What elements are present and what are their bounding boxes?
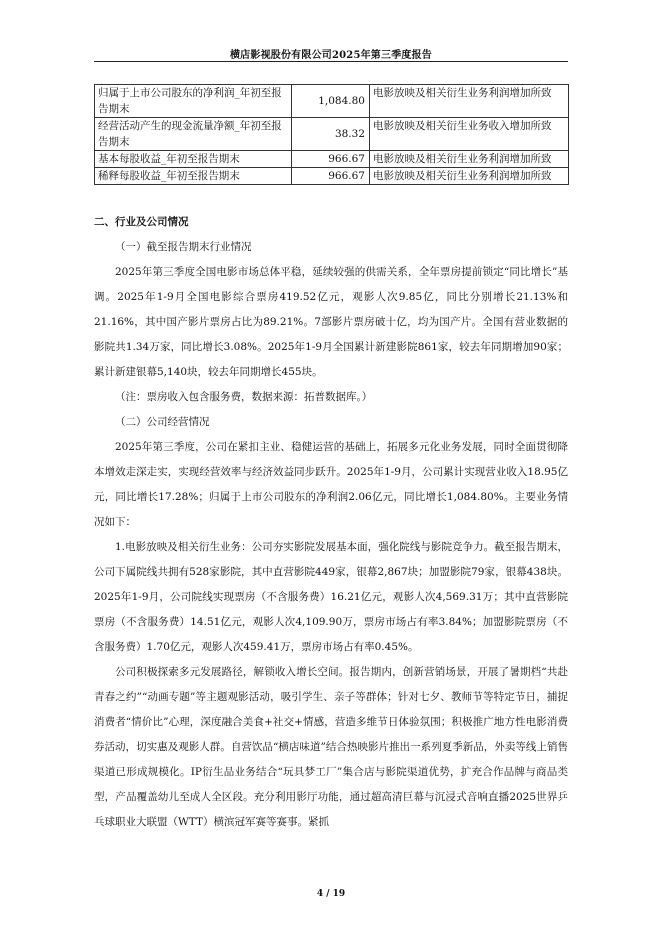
report-body — [94, 210, 568, 835]
table-row — [95, 168, 569, 185]
subsection-heading-operations: （二）公司经营情况 — [115, 416, 210, 428]
table-cell-reason: 电影放映及相关衍生业务利润增加所致 — [370, 85, 569, 118]
subsection-heading-industry: （一）截至报告期末行业情况 — [115, 241, 252, 253]
page-number: 4 / 19 — [316, 889, 346, 899]
table-row — [95, 118, 569, 151]
operations-paragraph: 2025年第三季度，公司在紧扣主业、稳健运营的基础上，拓展多元化业务发展，同时全面贯彻降本增效走深走实，实现经营效率与经济效益同步跃升。2025年1-9月，公司累计实现营业收入18.95亿元，同比增长17.28%；归属于上市公司股东的净利润2.06亿元，同比增长1,084.80%。主要业务情况如下： — [94, 441, 568, 528]
financial-change-table — [94, 84, 569, 185]
table-cell-item: 归属于上市公司股东的净利润_年初至报告期末 — [95, 85, 292, 118]
table-cell-reason: 电影放映及相关衍生业务收入增加所致 — [370, 118, 569, 151]
table-cell-reason: 电影放映及相关衍生业务利润增加所致 — [370, 151, 569, 168]
table-cell-item: 经营活动产生的现金流量净额_年初至报告期末 — [95, 118, 292, 151]
diversification-paragraph: 公司积极探索多元发展路径，解锁收入增长空间。报告期内，创新营销场景，开展了暑期档“共赴青春之约”“动画专题”等主题观影活动，吸引学生、亲子等群体；针对七夕、教师节等特定节日，捕捉消费者“情价比”心理，深度融合美食+社交+情感，营造多维节日体验氛围；积极推广地方性电影消费券活动，切实惠及观影人群。自营饮品“横店味道”结合热映影片推出一系列夏季新品，外卖等线上销售渠道已形成规模化。IP衍生品业务结合“玩具梦工厂”集合店与影院渠道优势，扩充合作品牌与商品类型，产品覆盖幼儿至成人全区段。充分利用影厅功能，通过超高清巨幕与沉浸式音响直播2025世界乒乓球职业大联盟（WTT）横滨冠军赛等赛事。紧抓 — [94, 666, 568, 828]
table-cell-item: 稀释每股收益_年初至报告期末 — [95, 168, 292, 185]
header-rule — [94, 61, 568, 62]
table-cell-value: 966.67 — [292, 151, 370, 168]
table-cell-item: 基本每股收益_年初至报告期末 — [95, 151, 292, 168]
table-cell-value: 1,084.80 — [292, 85, 370, 118]
table-cell-reason: 电影放映及相关衍生业务利润增加所致 — [370, 168, 569, 185]
table-row — [95, 151, 569, 168]
table-cell-value: 38.32 — [292, 118, 370, 151]
industry-paragraph: 2025年第三季度全国电影市场总体平稳，延续较强的供需关系，全年票房提前锁定“同比增长”基调。2025年1-9月全国电影综合票房419.52亿元，观影人次9.85亿，同比分别增长21.13%和21.16%，其中国产影片票房占比为89.21%。7部影片票房破十亿，均为国产片。全国有营业数据的影院共1.34万家，同比增长3.08%。2025年1-9月全国累计新建影院861家，较去年同期增加90家；累计新建银幕5,140块，较去年同期增长455块。 — [94, 266, 568, 378]
section-heading: 二、行业及公司情况 — [94, 216, 189, 228]
table-row — [95, 85, 569, 118]
page-header: 横店影视股份有限公司2025年第三季度报告 — [229, 50, 433, 61]
data-source-note: （注：票房收入包含服务费，数据来源：拓普数据库。） — [115, 391, 373, 403]
table-cell-value: 966.67 — [292, 168, 370, 185]
cinema-business-paragraph: 1.电影放映及相关衍生业务：公司夯实影院发展基本面，强化院线与影院竞争力。截至报告期末，公司下属院线共拥有528家影院，其中直营影院449家，银幕2,867块；加盟影院79家，银幕438块。2025年1-9月，公司院线实现票房（不含服务费）16.21亿元，观影人次4,569.31万；其中直营影院票房（不含服务费）14.51亿元，观影人次4,109.90万，票房市场占有率3.84%；加盟影院票房（不含服务费）1.70亿元，观影人次459.41万，票房市场占有率0.45%。 — [94, 541, 568, 653]
